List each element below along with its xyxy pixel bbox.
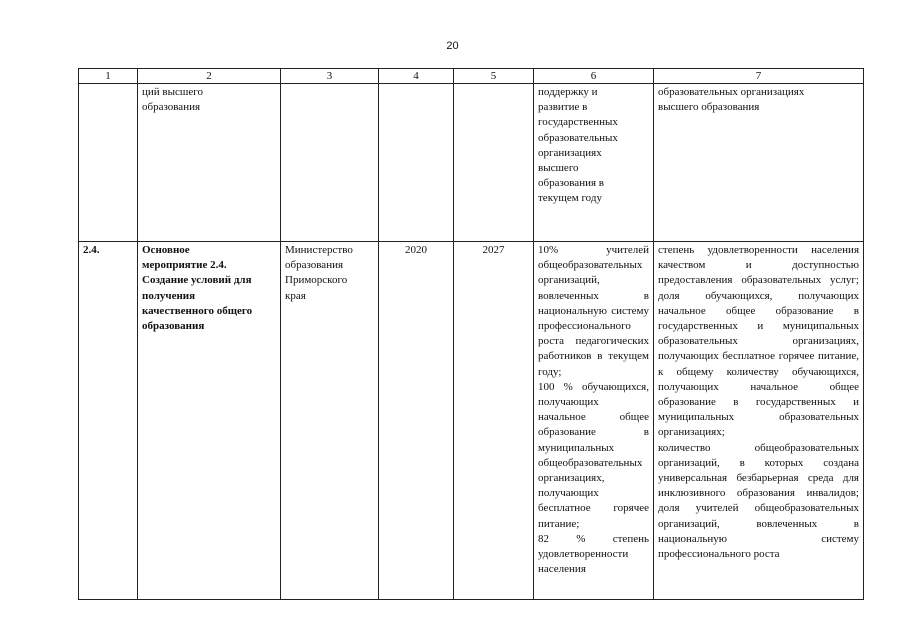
column-number-6: 6 [534, 69, 654, 84]
end-year-cell [454, 84, 534, 242]
column-number-3: 3 [281, 69, 379, 84]
column-number-1: 1 [79, 69, 138, 84]
page-number: 20 [446, 40, 459, 52]
measure-name-cell: ций высшего образования [138, 84, 281, 242]
row-number-cell: 2.4. [79, 242, 138, 600]
expected-result-cell: поддержку и развитие в государственных образовательных организациях высшего образования в текущем году [534, 84, 654, 242]
column-number-7: 7 [654, 69, 864, 84]
column-number-4: 4 [379, 69, 454, 84]
column-number-5: 5 [454, 69, 534, 84]
start-year-cell [379, 84, 454, 242]
end-year-cell: 2027 [454, 242, 534, 600]
responsible-cell: Министерство образования Приморского края [281, 242, 379, 600]
table-row [79, 242, 864, 600]
responsible-cell [281, 84, 379, 242]
row-number-cell [79, 84, 138, 242]
table-header-row [79, 69, 864, 84]
measure-name-cell: Основное мероприятие 2.4. Создание условий для получения качественного общего образования [138, 242, 281, 600]
indicator-link-cell: образовательных организациях высшего образования [654, 84, 864, 242]
table-row [79, 84, 864, 242]
measures-table [78, 68, 864, 600]
column-number-2: 2 [138, 69, 281, 84]
indicator-link-cell: степень удовлетворенности населения качеством и доступностью предоставления образовательных услуг; доля обучающихся, получающих начальное общее образование в государственных и муниципальных образовательных организациях, получающих бесплатное горячее питание, к общему количеству обучающихся, получающих начальное общее образование в государственных и муниципальных образовательных организациях; количество общеобразовательных организаций, в которых создана универсальная безбарьерная среда для инклюзивного образования инвалидов; доля учителей общеобразовательных организаций, вовлеченных в национальную систему профессионального роста [654, 242, 864, 600]
expected-result-cell: 10% учителей общеобразовательных организаций, вовлеченных в национальную систему профессионального роста педагогических работников в текущем году; 100 % обучающихся, получающих начальное общее образование в муниципальных общеобразовательных организациях, получающих бесплатное горячее питание; 82 % степень удовлетворенности населения [534, 242, 654, 600]
start-year-cell: 2020 [379, 242, 454, 600]
